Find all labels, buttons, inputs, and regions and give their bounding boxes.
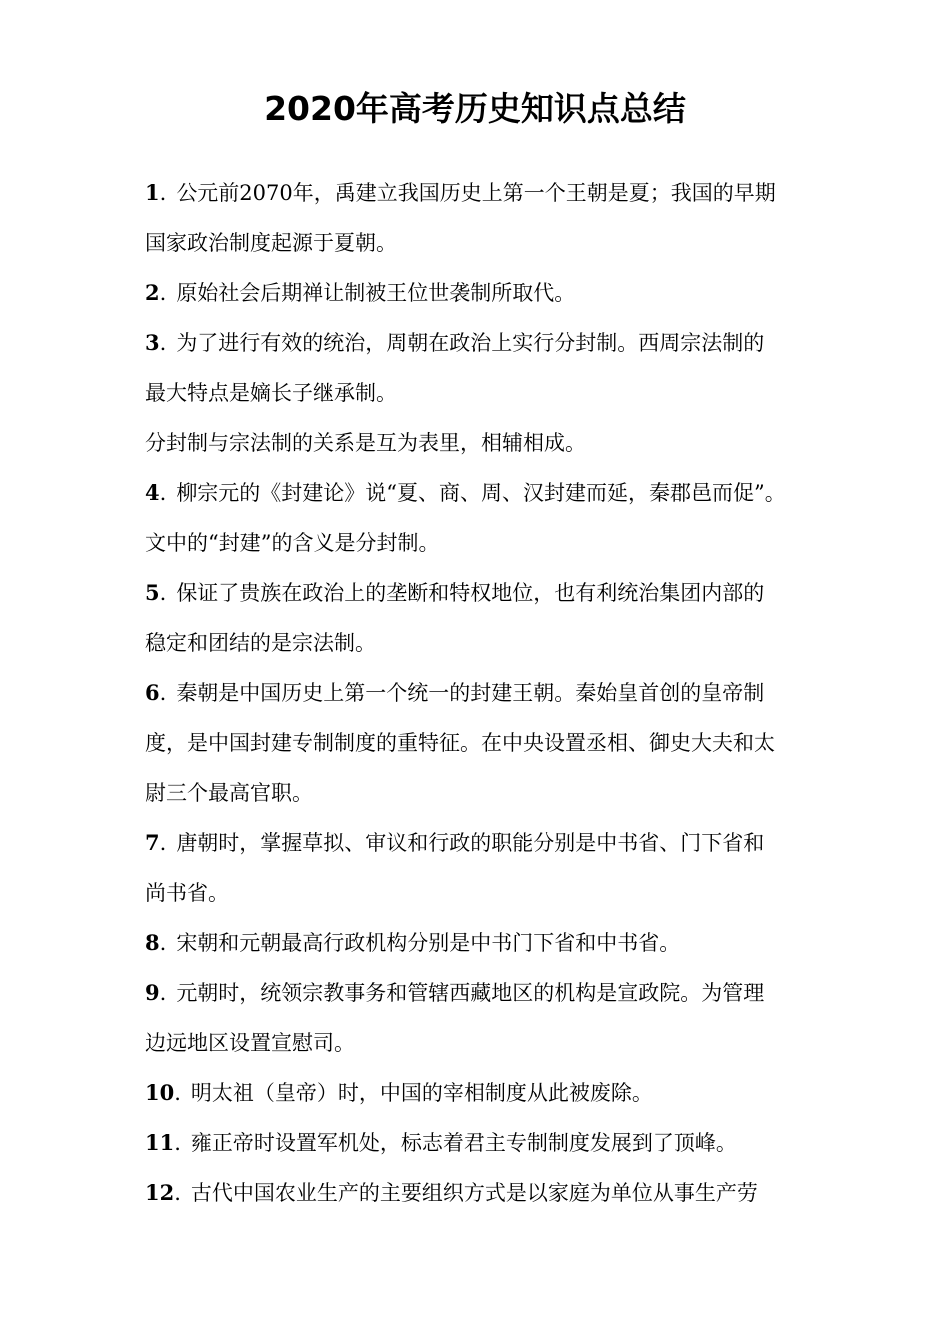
line-text: 明太祖（皇帝）时，中国的宰相制度从此被废除。 bbox=[190, 1081, 653, 1105]
item-number-dot: . bbox=[159, 931, 167, 955]
text-line bbox=[145, 668, 815, 718]
line-text: 元朝时，统领宗教事务和管辖西藏地区的机构是宣政院。为管理 bbox=[176, 981, 765, 1005]
line-text: 分封制与宗法制的关系是互为表里，相辅相成。 bbox=[145, 431, 586, 455]
text-line bbox=[145, 218, 815, 268]
line-text: 文中的“封建”的含义是分封制。 bbox=[145, 531, 440, 555]
line-text: 公元前2070年，禹建立我国历史上第一个王朝是夏；我国的早期 bbox=[176, 181, 776, 205]
item-number: 8 bbox=[145, 930, 160, 955]
text-line bbox=[145, 418, 815, 468]
item-number-dot: . bbox=[159, 581, 167, 605]
item-number: 12 bbox=[145, 1180, 175, 1205]
line-text: 原始社会后期禅让制被王位世袭制所取代。 bbox=[176, 281, 576, 305]
line-text: 边远地区设置宣慰司。 bbox=[145, 1031, 355, 1055]
text-line bbox=[145, 168, 815, 218]
text-line bbox=[145, 318, 815, 368]
document-body bbox=[145, 168, 815, 1218]
text-line bbox=[145, 968, 815, 1018]
item-number-dot: . bbox=[159, 831, 167, 855]
item-number: 2 bbox=[145, 280, 160, 305]
item-number: 9 bbox=[145, 980, 160, 1005]
item-number-dot: . bbox=[174, 1131, 181, 1155]
text-line bbox=[145, 268, 815, 318]
item-number: 11 bbox=[145, 1130, 175, 1155]
line-text: 宋朝和元朝最高行政机构分别是中书门下省和中书省。 bbox=[176, 931, 681, 955]
line-text: 为了进行有效的统治，周朝在政治上实行分封制。西周宗法制的 bbox=[176, 331, 765, 355]
line-text: 保证了贵族在政治上的垄断和特权地位，也有利统治集团内部的 bbox=[176, 581, 765, 605]
text-line bbox=[145, 818, 815, 868]
item-number: 10 bbox=[145, 1080, 175, 1105]
line-text: 尚书省。 bbox=[145, 881, 229, 905]
text-line bbox=[145, 918, 815, 968]
line-text: 柳宗元的《封建论》说“夏、商、周、汉封建而延，秦郡邑而促”。 bbox=[176, 481, 786, 505]
line-text: 最大特点是嫡长子继承制。 bbox=[145, 381, 397, 405]
item-number: 3 bbox=[145, 330, 160, 355]
item-number: 1 bbox=[145, 180, 160, 205]
line-text: 度，是中国封建专制制度的重特征。在中央设置丞相、御史大夫和太 bbox=[145, 731, 775, 755]
line-text: 尉三个最高官职。 bbox=[145, 781, 313, 805]
item-number: 6 bbox=[145, 680, 160, 705]
line-text: 唐朝时，掌握草拟、审议和行政的职能分别是中书省、门下省和 bbox=[176, 831, 765, 855]
item-number-dot: . bbox=[159, 181, 167, 205]
text-line bbox=[145, 368, 815, 418]
line-text: 雍正帝时设置军机处，标志着君主专制制度发展到了顶峰。 bbox=[190, 1131, 737, 1155]
text-line bbox=[145, 868, 815, 918]
line-text: 稳定和团结的是宗法制。 bbox=[145, 631, 376, 655]
text-line bbox=[145, 768, 815, 818]
item-number-dot: . bbox=[159, 981, 167, 1005]
document-title: 2020年高考历史知识点总结 bbox=[264, 89, 686, 128]
text-line bbox=[145, 618, 815, 668]
item-number-dot: . bbox=[159, 281, 167, 305]
item-number: 5 bbox=[145, 580, 160, 605]
text-line bbox=[145, 1018, 815, 1068]
text-line bbox=[145, 1168, 815, 1218]
line-text: 秦朝是中国历史上第一个统一的封建王朝。秦始皇首创的皇帝制 bbox=[176, 681, 765, 705]
item-number-dot: . bbox=[159, 681, 167, 705]
item-number: 7 bbox=[145, 830, 160, 855]
item-number: 4 bbox=[145, 480, 160, 505]
text-line bbox=[145, 468, 815, 518]
text-line bbox=[145, 1118, 815, 1168]
item-number-dot: . bbox=[159, 481, 167, 505]
text-line bbox=[145, 718, 815, 768]
line-text: 古代中国农业生产的主要组织方式是以家庭为单位从事生产劳 bbox=[190, 1181, 758, 1205]
line-text: 国家政治制度起源于夏朝。 bbox=[145, 231, 397, 255]
item-number-dot: . bbox=[174, 1181, 181, 1205]
item-number-dot: . bbox=[174, 1081, 181, 1105]
item-number-dot: . bbox=[159, 331, 167, 355]
text-line bbox=[145, 568, 815, 618]
text-line bbox=[145, 1068, 815, 1118]
text-line bbox=[145, 518, 815, 568]
